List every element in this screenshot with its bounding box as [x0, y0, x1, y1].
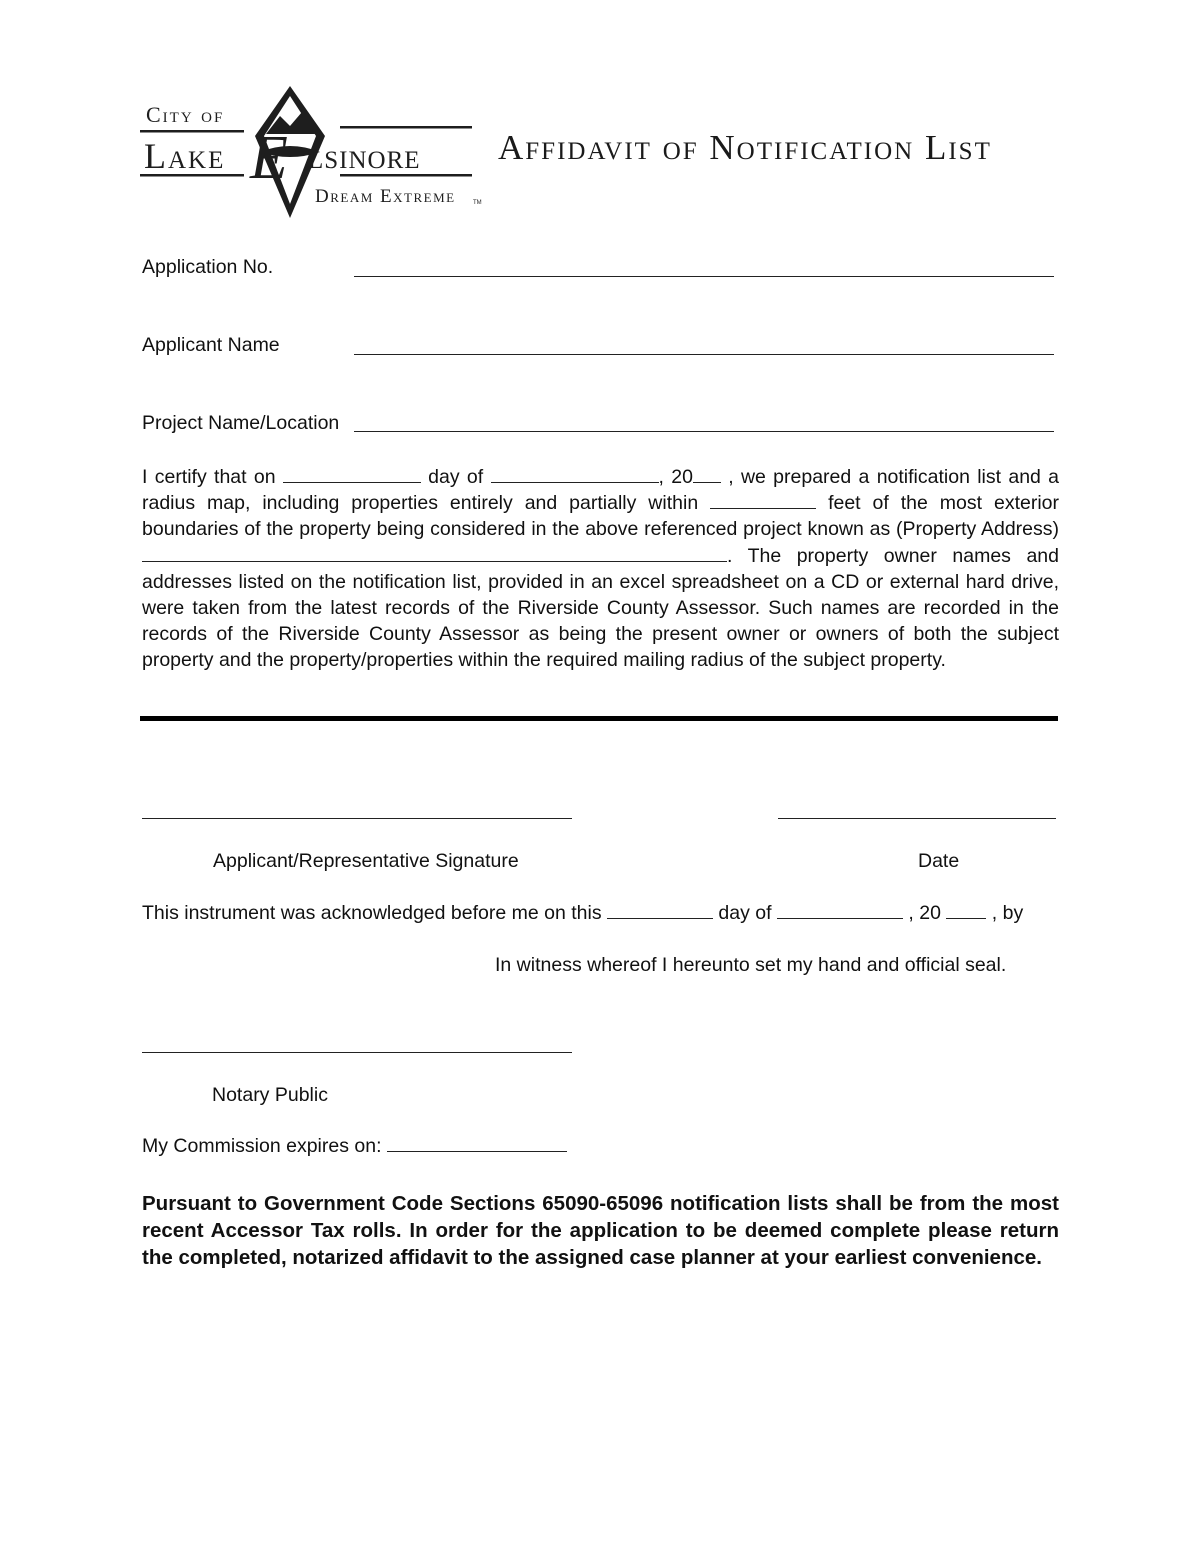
certify-text-1: I certify that on [142, 466, 276, 488]
certify-text-2: day of [428, 466, 484, 488]
applicant-name-label: Applicant Name [142, 334, 280, 356]
ack-text-2: day of [718, 902, 772, 924]
notary-signature-field[interactable] [142, 1052, 572, 1053]
application-no-field[interactable] [354, 276, 1054, 277]
commission-expires-line [142, 1135, 567, 1158]
project-location-field[interactable] [354, 431, 1054, 432]
document-title: Affidavit of Notification List [498, 128, 992, 167]
applicant-signature-field[interactable] [142, 818, 572, 819]
witness-statement: In witness whereof I hereunto set my hand and official seal. [495, 954, 1007, 976]
certify-text-4: , we prepared a notification list and a radius map, including properties entirely and partially within [142, 466, 1060, 515]
ack-text-4: , by [991, 902, 1024, 924]
project-location-label: Project Name/Location [142, 412, 340, 434]
ack-text-3: , 20 [908, 902, 941, 924]
government-code-notice: Pursuant to Government Code Sections 65090-65096 notification lists shall be from the most recent Accessor Tax rolls. In order for the application to be deemed complete please return the completed, notarized affidavit to the assigned case planner at your earliest convenience. [142, 1192, 1059, 1269]
city-logo [140, 82, 485, 222]
logo-lsinore: lsinore [308, 136, 421, 176]
certify-text-3: , 20 [658, 466, 693, 488]
application-no-label: Application No. [142, 256, 274, 278]
logo-tagline: Dream Extreme [315, 186, 456, 207]
commission-expires-label: My Commission expires on: [142, 1135, 382, 1157]
logo-e: E [250, 124, 288, 192]
section-divider [140, 716, 1058, 721]
certify-text-6: . The property owner names and addresses listed on the notification list, provided in an excel spreadsheet on a CD or external hard drive, were taken from the latest records of the Riverside County Assessor. Such names are recorded in the records of the Riverside County Assessor as being the present owner or owners of both the subject property and the property/properties within the required mailing radius of the subject property. [142, 544, 1059, 672]
ack-year-field[interactable] [946, 902, 986, 919]
certify-day-field[interactable] [283, 466, 421, 483]
acknowledgement-line [142, 902, 1023, 925]
signature-date-field[interactable] [778, 818, 1056, 819]
logo-city-of: City of [146, 102, 225, 127]
certify-month-field[interactable] [491, 466, 659, 483]
date-label: Date [918, 850, 960, 872]
commission-expires-field[interactable] [387, 1135, 567, 1152]
applicant-signature-label: Applicant/Representative Signature [213, 850, 519, 872]
certify-year-field[interactable] [693, 466, 721, 483]
notary-public-label: Notary Public [212, 1084, 328, 1106]
ack-month-field[interactable] [777, 902, 903, 919]
certify-text-5: feet of the most exterior boundaries of the property being considered in the above referenced project known as (Property Address) [142, 492, 1060, 541]
ack-text-1: This instrument was acknowledged before me on this [142, 902, 602, 924]
certification-paragraph [142, 464, 1059, 674]
ack-day-field[interactable] [607, 902, 713, 919]
applicant-name-field[interactable] [354, 354, 1054, 355]
certify-radius-field[interactable] [710, 492, 816, 509]
property-address-field[interactable] [142, 545, 727, 562]
logo-lake: Lake [144, 136, 226, 176]
logo-tm: TM [473, 200, 482, 206]
